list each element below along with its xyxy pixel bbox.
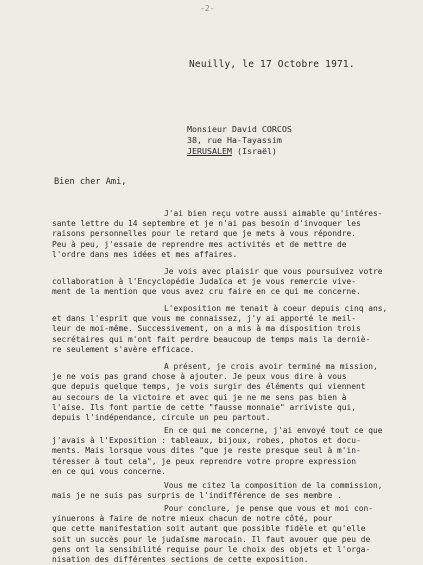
recipient-name: Monsieur David CORCOS — [187, 124, 292, 134]
paragraph-line: gens ont la sensibilité requise pour le choix des objets et l'orga- — [52, 544, 371, 554]
paragraph-line: nisation des différentes sections de cette exposition. — [52, 555, 309, 565]
paragraph-line: que cette manifestation soit autant que possible fidèle et qu'elle — [52, 524, 366, 534]
paragraph-line: j'avais à l'Exposition : tableaux, bijoux, robes, photos et docu- — [52, 436, 361, 446]
paragraph-line: Je vois avec plaisir que vous poursuivez votre — [164, 267, 383, 276]
date-line: Neuilly, le 17 Octobre 1971. — [189, 59, 355, 70]
recipient-city-line — [187, 146, 292, 157]
paragraph-line: yinuerons à faire de notre mieux chacun de notre côté, pour — [52, 514, 333, 524]
paragraph-3 — [52, 304, 417, 355]
paragraph-line: ment de la mention que vous avez cru faire en ce qui me concerne. — [52, 287, 361, 297]
paragraph-line: Vous me citez la composition de la commission, — [164, 481, 383, 490]
paragraph-2 — [52, 267, 417, 298]
paragraph-5 — [52, 426, 417, 477]
paragraph-line: téresser à tout cela", je peux reprendre votre propre expression — [52, 456, 357, 466]
recipient-street: 38, rue Ha-Tayassim — [187, 135, 282, 145]
paragraph-line: et dans l'esprit que vous me connaissez, j'y ai apporté le meil- — [52, 314, 357, 324]
paragraph-line: raisons personnelles pour le retard que je mets à vous répondre. — [52, 229, 357, 239]
paragraph-line: je ne vois pas grand chose à ajouter. Je peux vous dire à vous — [52, 372, 347, 382]
paragraph-line: Pour conclure, je pense que vous et moi con- — [164, 504, 374, 513]
paragraph-line: secrétaires qui m'ont fait perdre beaucoup de temps mais la derniè- — [52, 334, 371, 344]
paragraph-line: L'exposition me tenait à coeur depuis cinq ans, — [164, 304, 388, 313]
paragraph-line: leur de moi-même. Successivement, on a mis à ma disposition trois — [52, 324, 361, 334]
page-number: -2- — [200, 4, 215, 13]
paragraph-line: sante lettre du 14 septembre et je n'ai pas besoin d'invoquer les — [52, 219, 361, 229]
paragraph-line: depuis l'indépendance, circule un peu partout. — [52, 413, 271, 423]
paragraph-line: J'ai bien reçu votre aussi aimable qu'intéres- — [164, 209, 383, 218]
paragraph-line: A présent, je crois avoir terminé ma mission, — [164, 362, 378, 371]
paragraph-1 — [52, 209, 417, 260]
recipient-country: (Israël) — [236, 146, 277, 156]
paragraph-line: ments. Mais lorsque vous dites "que je reste presque seul à m'in- — [52, 446, 361, 456]
paragraph-line: collaboration à l'Encyclopédie Judaïca et je vous remercie vive- — [52, 277, 357, 287]
paragraph-line: au secours de la victoire et avec qui je ne me sens pas bien à — [52, 392, 347, 402]
paragraph-7 — [52, 504, 417, 565]
paragraph-line: Peu à peu, j'essaie de reprendre mes activités et de mettre de — [52, 239, 347, 249]
paragraph-line: l'ordre dans mes idées et mes affaires. — [52, 249, 238, 259]
paragraph-line: en ce qui vous concerne. — [52, 466, 167, 476]
paragraph-line: En ce qui me concerne, j'ai envoyé tout ce que — [164, 426, 383, 435]
paragraph-line: re seulement s'avère efficace. — [52, 344, 195, 354]
paragraph-line: que depuis quelque temps, je vois surgir des éléments qui viennent — [52, 382, 366, 392]
paragraph-line: soit un succès pour le judaïsme marocain. Il faut avouer que peu de — [52, 534, 371, 544]
paragraph-line: mais je ne suis pas surpris de l'indifférence de ses membre . — [52, 491, 342, 501]
salutation: Bien cher Ami, — [54, 177, 127, 187]
recipient-city: JERUSALEM — [187, 146, 232, 156]
paragraph-line: l'aise. Ils font partie de cette "fausse monnaie" arriviste qui, — [52, 402, 357, 412]
paragraph-4 — [52, 362, 417, 423]
paragraph-6 — [52, 481, 417, 501]
recipient-address — [187, 124, 292, 157]
